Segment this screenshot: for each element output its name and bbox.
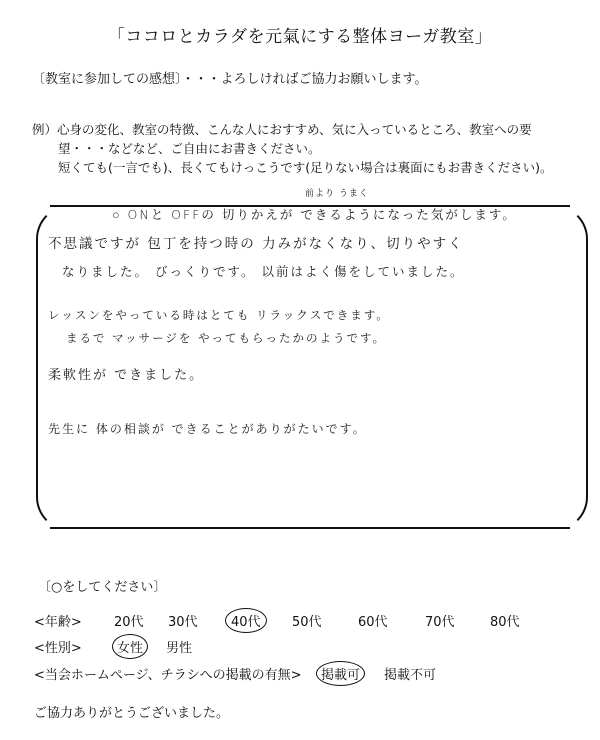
intro-text: 〔教室に参加しての感想〕・・・よろしければご協力お願いします。 — [32, 72, 428, 87]
gender-label: <性別> — [34, 641, 82, 656]
circle-prompt: 〔○をしてください〕 — [38, 580, 167, 595]
handwritten-annotation: 前より うまく — [305, 189, 369, 199]
age-option-70[interactable]: 70代 — [425, 615, 455, 630]
handwritten-item-2b: まるで マッサージを やってもらったかのようです。 — [66, 331, 387, 345]
gender-option-male[interactable]: 男性 — [166, 641, 193, 656]
publish-label: <当会ホームページ、チラシへの掲載の有無> — [34, 668, 302, 683]
handwritten-item-2a: レッスンをやっている時はとても リラックスできます。 — [48, 308, 390, 322]
age-option-20[interactable]: 20代 — [114, 615, 144, 630]
example-line-2: 望・・・などなど、ご自由にお書きください。 — [58, 141, 321, 156]
handwritten-line-0: ○ ONと OFFの 切りかえが できるようになった気がします。 — [112, 207, 517, 222]
example-line-3: 短くても(一言でも)、長くてもけっこうです(足りない場合は裏面にもお書きください)。 — [58, 160, 553, 175]
publish-option-allowed-selected[interactable]: 掲載可 — [316, 661, 365, 686]
age-label: <年齢> — [34, 615, 82, 630]
handwritten-item-1b: なりました。 びっくりです。 以前はよく傷をしていました。 — [62, 264, 465, 279]
age-option-50[interactable]: 50代 — [292, 615, 322, 630]
form-title: 「ココロとカラダを元氣にする整体ヨーガ教室」 — [107, 27, 493, 47]
handwritten-item-1a: 不思議ですが 包丁を持つ時の 力みがなくなり、切りやすく — [48, 236, 464, 252]
comment-box-bottom-edge — [50, 527, 570, 529]
age-option-60[interactable]: 60代 — [358, 615, 388, 630]
example-line-1: 例）心身の変化、教室の特徴、こんな人におすすめ、気に入っているところ、教室への要 — [32, 122, 532, 137]
publish-option-not-allowed[interactable]: 掲載不可 — [384, 668, 437, 683]
footer-thanks: ご協力ありがとうございました。 — [34, 706, 230, 721]
age-option-30[interactable]: 30代 — [168, 615, 198, 630]
handwritten-item-3: 柔軟性が できました。 — [48, 368, 205, 383]
gender-option-female-selected[interactable]: 女性 — [112, 634, 148, 659]
handwritten-item-4: 先生に 体の相談が できることがありがたいです。 — [48, 422, 367, 436]
age-option-40-selected[interactable]: 40代 — [225, 608, 267, 633]
age-option-80[interactable]: 80代 — [490, 615, 520, 630]
